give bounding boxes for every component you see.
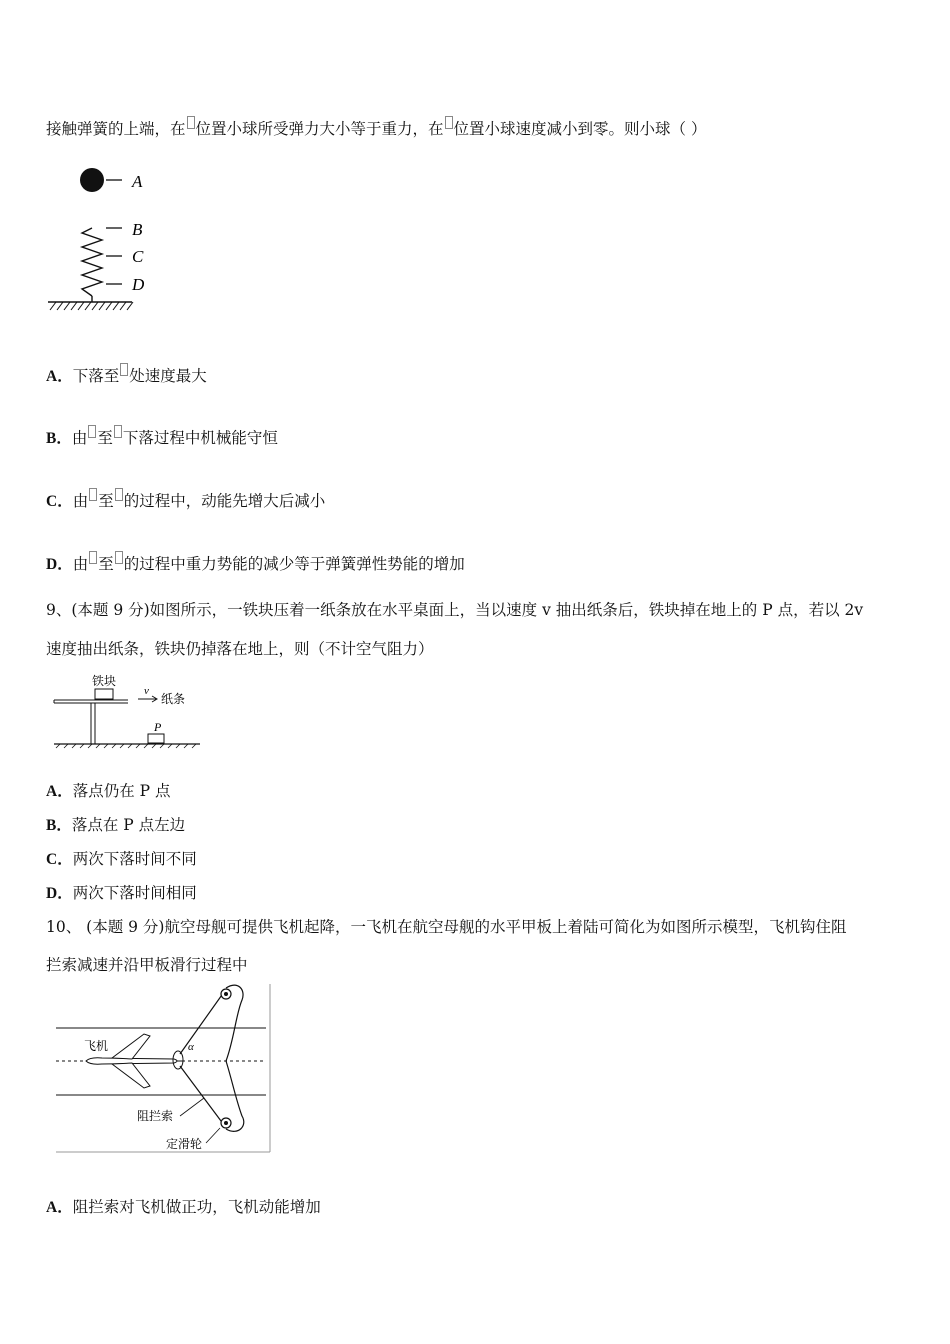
label-iron-block: 铁块 (92, 674, 117, 688)
missing-glyph-box (88, 425, 96, 438)
option-letter: C． (46, 493, 73, 510)
label-arresting-cable: 阻拦索 (137, 1109, 174, 1123)
option-text: 至 (98, 555, 114, 573)
option-letter: A． (46, 1199, 73, 1216)
iron-block (95, 689, 113, 699)
q9-option-a[interactable] (46, 779, 171, 801)
q8-stem-part3: 位置小球速度减小到零。则小球（ ） (453, 120, 707, 138)
label-paper-strip: 纸条 (161, 692, 186, 706)
q9-stem-line1: 9、(本题 9 分)如图所示，一铁块压着一纸条放在水平桌面上，当以速度 v 抽出纸条后，铁块掉在地上的 P 点，若以 2v (46, 601, 864, 619)
ball (80, 168, 104, 192)
option-letter: B． (46, 817, 72, 834)
label-B: B (132, 220, 143, 239)
q9-stem-line2: 速度抽出纸条，铁块仍掉落在地上，则（不计空气阻力） (46, 640, 434, 658)
option-text: 处速度最大 (129, 367, 207, 385)
option-text: 两次下落时间相同 (72, 884, 197, 902)
option-text: 的过程中重力势能的减少等于弹簧弹性势能的增加 (123, 555, 465, 573)
option-text: 由 (71, 429, 88, 447)
q9-option-d[interactable] (46, 881, 197, 903)
option-text: 至 (97, 429, 113, 447)
option-text: 两次下落时间不同 (72, 850, 197, 868)
missing-glyph-box (187, 116, 195, 129)
q8-option-b[interactable] (46, 425, 278, 448)
option-text: 下落至 (72, 367, 120, 385)
q9-option-b[interactable] (46, 813, 185, 835)
q10-stem-line2: 拦索减速并沿甲板滑行过程中 (46, 956, 248, 974)
option-text: 下落过程中机械能守恒 (122, 429, 278, 447)
point-p-marker (148, 734, 164, 743)
option-text: 的过程中，动能先增大后减小 (123, 492, 326, 510)
option-text: 由 (72, 555, 89, 573)
option-letter: D． (46, 556, 73, 573)
option-text: 落点仍在 P 点 (72, 782, 171, 800)
option-text: 至 (98, 492, 114, 510)
q8-option-c[interactable] (46, 488, 325, 511)
q10-stem-line1: 10、 (本题 9 分)航空母舰可提供飞机起降，一飞机在航空母舰的水平甲板上着陆可简化为如图所示模型，飞机钩住阻 (46, 918, 847, 936)
option-text: 落点在 P 点左边 (71, 816, 186, 834)
label-C: C (132, 247, 144, 266)
option-letter: B． (46, 430, 72, 447)
label-angle: α (188, 1041, 194, 1053)
option-letter: C． (46, 851, 73, 868)
q8-stem (46, 116, 706, 139)
missing-glyph-box (89, 551, 97, 564)
q8-option-d[interactable] (46, 551, 465, 574)
option-text: 由 (72, 492, 89, 510)
missing-glyph-box (114, 425, 122, 438)
label-airplane: 飞机 (84, 1039, 109, 1053)
option-letter: D． (46, 885, 73, 902)
cable-upper (180, 992, 224, 1054)
missing-glyph-box (115, 551, 123, 564)
q9-option-c[interactable] (46, 847, 197, 869)
missing-glyph-box (445, 116, 453, 129)
option-letter: A． (46, 368, 73, 385)
option-text: 阻拦索对飞机做正功，飞机动能增加 (72, 1198, 321, 1216)
q10-carrier-figure (46, 980, 274, 1160)
option-letter: A． (46, 783, 73, 800)
label-A: A (132, 172, 143, 191)
q10-option-a[interactable] (46, 1195, 321, 1217)
q9-table-figure (50, 672, 210, 752)
label-velocity: v (144, 685, 149, 697)
q8-spring-figure (44, 160, 174, 315)
label-D: D (132, 275, 145, 294)
label-point-p: P (154, 720, 162, 734)
q8-option-a[interactable] (46, 363, 207, 386)
missing-glyph-box (89, 488, 97, 501)
q8-stem-part2: 位置小球所受弹力大小等于重力，在 (195, 120, 444, 138)
missing-glyph-box (120, 363, 128, 376)
missing-glyph-box (115, 488, 123, 501)
spring (82, 228, 102, 296)
label-fixed-pulley: 定滑轮 (166, 1137, 203, 1151)
q8-stem-part1: 接触弹簧的上端，在 (46, 120, 186, 138)
